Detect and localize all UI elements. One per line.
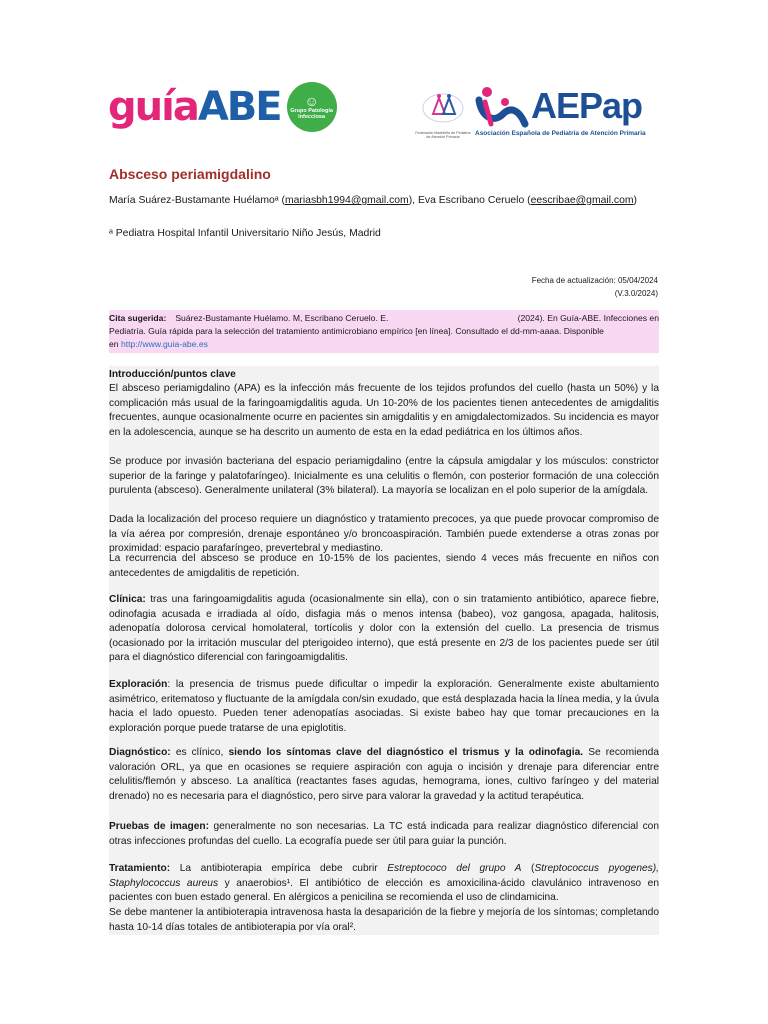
aepap-logo: AEPap Asociación Española de Pediatría de Atención Primaria xyxy=(475,85,646,137)
guia-abe-wordmark: guíaABE xyxy=(108,84,281,130)
guia-abe-logo xyxy=(108,82,337,132)
affiliation: ᵃ Pediatra Hospital Infantil Universitario Niño Jesús, Madrid xyxy=(109,228,381,239)
federacion-emblem-icon xyxy=(419,88,467,126)
author1-email-link[interactable]: mariasbh1994@gmail.com xyxy=(284,195,409,206)
section-diagnostico: Diagnóstico: es clínico, siendo los síntomas clave del diagnóstico el trismus y la odinofagia. Se recomienda valoración ORL, ya que en ocasiones se requiere aspiración con aguja o incisión y drenaje para diferenciar entre celulitis/flemón y absceso. La analítica (reactantes fases agudas, hemograma, iones, cultivo faríngeo y del material drenado) no es necesaria para el diagnóstico, pero sirve para valorar la gravedad y la actitud terapéutica. xyxy=(109,747,659,802)
update-info: Fecha de actualización: 05/04/2024 (V.3.0/2024) xyxy=(531,276,658,298)
section-heading-intro: Introducción/puntos clave xyxy=(109,369,236,380)
person-icon: ☺ xyxy=(304,93,319,109)
section-tratamiento: Tratamiento: La antibioterapia empírica debe cubrir Estreptococo del grupo A (Streptococcus pyogenes), Staphylococcus aureus y anaerobios¹. El antibiótico de elección es amoxicilina-ácido clavulánico intravenoso en pacientes con buen estado general. En alérgicos a penicilina se recomienda el uso de clindamicina. xyxy=(109,863,659,904)
aepap-figure-icon xyxy=(475,84,533,128)
document-title: Absceso periamigdalino xyxy=(109,166,271,182)
tratamiento-paragraph-2: Se debe mantener la antibioterapia intravenosa hasta la desaparición de la fiebre y mejoría de los síntomas; completando hasta 10-14 días totales de antibioterapia por vía oral². xyxy=(109,907,659,933)
guia-abe-link[interactable]: http://www.guia-abe.es xyxy=(120,339,208,349)
intro-paragraph-3: Dada la localización del proceso requiere un diagnóstico y tratamiento precoces, ya que puede provocar compromiso de la vía aérea por compresión, drenaje espontáneo y/o broncoaspiración. También puede extenderse a otras zonas por proximidad: espacio parafaríngeo, prevertebral y mediastino. xyxy=(109,514,659,555)
section-clinica: Clínica: tras una faringoamigdalitis aguda (ocasionalmente sin ella), con o sin tratamiento antibiótico, aparece fiebre, odinofagia acusada e irradiada al oído, disfagia más o menos intensa (babeo), voz gangosa, apagada, halitosis, adenopatía dolorosa cervical homolateral, tortícolis y dolor con la extensión del cuello. La presencia de trismus (ocasionado por la irritación muscular del pterigoideo interno), que está presente en 2/3 de los pacientes puede ser útil para el diagnóstico diferencial con faringoamigdalitis. xyxy=(109,594,659,664)
authors-line: María Suárez-Bustamante Huélamoᵃ (mariasbh1994@gmail.com), Eva Escribano Ceruelo (eescribae@gmail.com) xyxy=(109,195,637,206)
intro-paragraph-2: Se produce por invasión bacteriana del espacio periamigdalino (entre la cápsula amigdalar y los músculos: constrictor superior de la faringe y palatofaríngeo). Inicialmente es una celulitis o flemón, con posterior formación de una colección purulenta (absceso). Generalmente unilateral (3% bilateral). La mayoría se localizan en el polo superior de la amígdala. xyxy=(109,456,659,497)
federacion-logo: Federación Madrileña de Pediatría de Atención Primaria xyxy=(414,88,472,139)
suggested-citation: Cita sugerida: Suárez-Bustamante Huélamo. M, Escribano Ceruelo. E. (2024). En Guía-ABE. Infecciones en Pediatría. Guía rápida para la selección del tratamiento antimicrobiano empírico [en línea]. Consultado el dd-mm-aaaa. Disponible en http://www.guia-abe.es xyxy=(109,310,659,353)
section-imagen: Pruebas de imagen: generalmente no son necesarias. La TC está indicada para realizar diagnóstico diferencial con otras infecciones profundas del cuello. La ecografía puede ser útil para guiar la punción. xyxy=(109,821,659,847)
section-exploracion: Exploración: la presencia de trismus puede dificultar o impedir la exploración. Generalmente existe abultamiento asimétrico, eritematoso y fluctuante de la amígdala con/sin exudado, que está desplazada hacia la línea media, y la úvula hacia el lado opuesto. Pueden tener adenopatías asociadas. Si existe babeo hay que tomar precauciones en la exploración porque puede tratarse de una epiglotitis. xyxy=(109,679,659,734)
intro-paragraph-1: El absceso periamigdalino (APA) es la infección más frecuente de los tejidos profundos del cuello (hasta un 50%) y la complicación más usual de la faringoamigdalitis aguda. Un 10-20% de los pacientes tienen antecedentes de amigdalitis frecuentes, aunque ocasionalmente ocurre en pacientes sin amigdalitis y en amigdalectomizados. Su incidencia es mayor en la adolescencia, aunque se ha descrito un aumento de esta en la edad pediátrica en los últimos años. xyxy=(109,383,659,438)
grupo-patologia-logo: ☺ Grupo Patología Infecciosa xyxy=(287,82,337,132)
intro-paragraph-4: La recurrencia del absceso se produce en 10-15% de los pacientes, siendo 4 veces más frecuente en niños con antecedentes de amigdalitis de repetición. xyxy=(109,553,659,579)
author2-email-link[interactable]: eescribae@gmail.com xyxy=(530,195,634,206)
